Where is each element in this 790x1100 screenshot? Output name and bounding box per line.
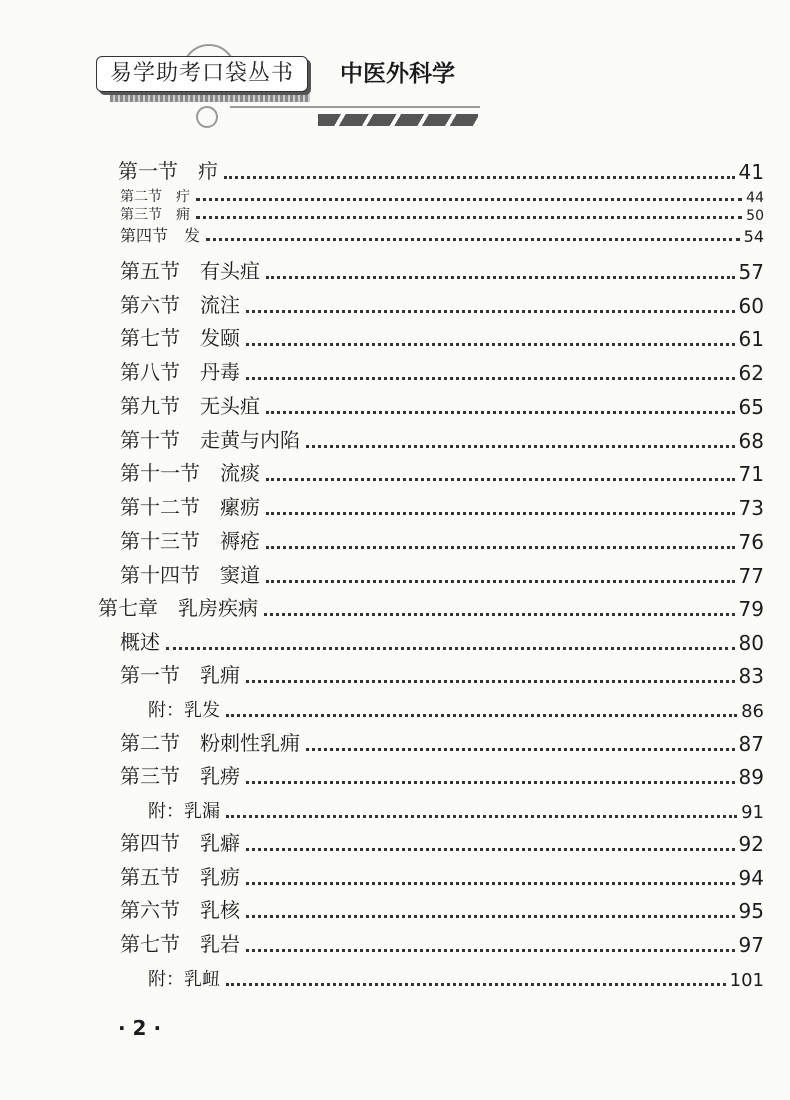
toc-entry[interactable]	[120, 321, 764, 351]
toc-entry-page: 87	[738, 732, 764, 756]
dot-leader	[306, 747, 735, 751]
toc-entry-title: 第七节 发颐	[120, 326, 240, 350]
toc-entry-page: 95	[738, 899, 764, 923]
toc-entry-title: 第十一节 流痰	[120, 461, 260, 485]
toc-entry[interactable]	[120, 726, 764, 756]
toc-entry-title: 第五节 有头疽	[120, 259, 260, 283]
toc-entry[interactable]	[120, 254, 764, 284]
decorative-rule	[230, 106, 480, 108]
dot-leader	[246, 881, 735, 885]
dot-leader	[206, 237, 740, 241]
toc-entry-title: 第十二节 瘰疬	[120, 495, 260, 519]
toc-entry-page: 61	[738, 327, 764, 351]
toc-entry-page: 101	[729, 970, 764, 991]
dot-leader	[246, 342, 735, 346]
dot-leader	[246, 309, 735, 313]
dot-leader	[266, 410, 735, 414]
toc-appendix[interactable]	[148, 793, 764, 823]
dot-leader	[266, 511, 735, 515]
dot-leader	[246, 376, 735, 380]
dot-leader	[246, 679, 735, 683]
toc-entry[interactable]	[120, 658, 764, 688]
dot-leader	[246, 780, 735, 784]
toc-entry-page: 68	[738, 429, 764, 453]
toc-entry-page: 71	[738, 462, 764, 486]
dot-leader	[196, 215, 742, 219]
toc-chapter-title: 第七章 乳房疾病	[98, 596, 258, 620]
toc-entry[interactable]	[120, 625, 764, 655]
toc-entry[interactable]	[120, 355, 764, 385]
dot-leader	[266, 579, 735, 583]
series-title: 易学助考口袋丛书	[96, 56, 308, 92]
dot-leader	[266, 477, 735, 481]
toc-entry-page: 57	[738, 260, 764, 284]
toc-entry-title: 第一节 乳痈	[120, 663, 240, 687]
toc-entry-title: 第三节 乳痨	[120, 764, 240, 788]
toc-entry-title: 第七节 乳岩	[120, 932, 240, 956]
toc-appendix[interactable]	[148, 961, 764, 991]
toc-entry[interactable]	[120, 826, 764, 856]
toc-entry-page: 92	[738, 832, 764, 856]
dot-leader	[246, 914, 735, 918]
toc-entry[interactable]	[120, 927, 764, 957]
toc-entry-title: 第一节 疖	[118, 159, 218, 183]
toc-entry-page: 44	[746, 190, 764, 206]
dot-leader	[266, 275, 735, 279]
toc-entry[interactable]	[120, 207, 764, 224]
toc-entry-title: 第十三节 褥疮	[120, 529, 260, 553]
toc-entry-title: 第二节 疔	[120, 189, 190, 205]
dot-leader	[226, 982, 726, 986]
toc-entry-page: 62	[738, 361, 764, 385]
toc-entry-page: 79	[738, 597, 764, 621]
toc-entry-title: 附：乳衄	[148, 969, 220, 990]
decorative-stripes	[318, 114, 478, 126]
toc-entry[interactable]	[120, 288, 764, 318]
dot-leader	[166, 646, 735, 650]
toc-entry-title: 附：乳发	[148, 700, 220, 721]
dot-leader	[264, 612, 735, 616]
toc-entry-title: 第四节 发	[120, 226, 201, 245]
dot-leader	[226, 713, 737, 717]
dot-leader	[266, 545, 735, 549]
toc-entry-page: 60	[738, 294, 764, 318]
toc-entry-title: 第六节 乳核	[120, 898, 240, 922]
toc-entry[interactable]	[120, 558, 764, 588]
toc-entry-page: 94	[738, 866, 764, 890]
toc-entry-title: 第十节 走黄与内陷	[120, 428, 300, 452]
toc-entry[interactable]	[120, 188, 764, 206]
dot-leader	[246, 948, 735, 952]
toc-entry[interactable]	[120, 423, 764, 453]
toc-entry[interactable]	[120, 456, 764, 486]
toc-entry-page: 54	[743, 227, 764, 246]
toc-entry-page: 41	[738, 160, 764, 184]
toc-entry-page: 65	[738, 395, 764, 419]
toc-entry-title: 概述	[120, 630, 160, 654]
decorative-band	[110, 92, 310, 102]
dot-leader	[226, 814, 737, 818]
dot-leader	[224, 175, 735, 179]
page-number: · 2 ·	[118, 1016, 162, 1040]
toc-entry-title: 第二节 粉刺性乳痈	[120, 731, 300, 755]
toc-entry-title: 第八节 丹毒	[120, 360, 240, 384]
toc-entry-page: 77	[738, 564, 764, 588]
toc-entry[interactable]	[120, 759, 764, 789]
toc-entry-title: 第六节 流注	[120, 293, 240, 317]
toc-entry-title: 附：乳漏	[148, 801, 220, 822]
toc-entry-title: 第四节 乳癖	[120, 831, 240, 855]
toc-entry-page: 89	[738, 765, 764, 789]
toc-entry[interactable]	[120, 860, 764, 890]
toc-entry-title: 第九节 无头疽	[120, 394, 260, 418]
toc-entry[interactable]	[120, 226, 764, 246]
toc-appendix[interactable]	[148, 692, 764, 722]
toc-entry-page: 97	[738, 933, 764, 957]
page-header	[0, 0, 790, 140]
toc-entry-page: 76	[738, 530, 764, 554]
toc-entry-title: 第十四节 窦道	[120, 563, 260, 587]
toc-entry-page: 50	[746, 208, 764, 224]
toc-entry-page: 83	[738, 664, 764, 688]
toc-entry-title: 第三节 痈	[120, 207, 190, 223]
toc-entry-page: 73	[738, 496, 764, 520]
dot-leader	[246, 847, 735, 851]
toc-entry-title: 第五节 乳疬	[120, 865, 240, 889]
toc-entry-page: 86	[741, 701, 764, 722]
toc-entry-page: 91	[741, 802, 764, 823]
dot-leader	[196, 197, 742, 201]
toc-entry[interactable]	[120, 524, 764, 554]
dot-leader	[306, 444, 735, 448]
decorative-dot-icon	[196, 106, 218, 128]
book-title: 中医外科学	[340, 61, 455, 87]
toc-entry[interactable]	[120, 490, 764, 520]
toc-entry-page: 80	[738, 631, 764, 655]
toc-entry[interactable]	[118, 156, 764, 184]
toc-chapter[interactable]	[98, 591, 764, 621]
toc-entry[interactable]	[120, 389, 764, 419]
toc-entry[interactable]	[120, 893, 764, 923]
